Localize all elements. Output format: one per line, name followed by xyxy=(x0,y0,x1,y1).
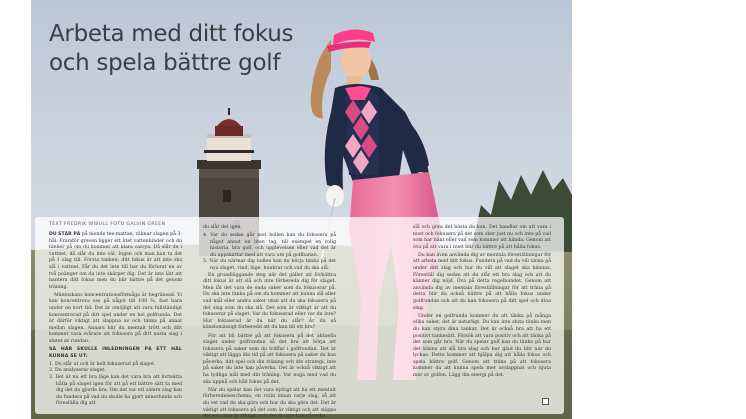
list-item: 5. När du närmar dig bollen kan du börja tänka på det nya slaget, vind, läge, bunkrar och vad du ska slå. xyxy=(203,259,336,272)
list-item: 4. Var du sedan går mot bollen kan du fokusera på något annat en liten tag, till exempel en rolig historia, bra golf, och upplevelsen eller vad det är du uppskattar med att vara ute på golfbanan. xyxy=(203,233,336,258)
body-paragraph: du slår det igen. xyxy=(203,225,242,230)
headline-line-1: Arbeta med ditt fokus xyxy=(49,21,294,47)
body-paragraph: När du spelar kan det vara nyttigt att ha ett mentalt förberedelseschema, en rutin innan varje slag, så att du vet vad du ska göra och hur du ska göra det. Det är viktigt att fokusera på det som är viktigt och att släppa det som inte är viktigt, och det du inte kan påverka. xyxy=(203,387,336,419)
list-item: 1. Du slår ut och är helt fokuserad på slaget. xyxy=(49,361,156,367)
subheading: SÅ HÄR SKULLE INLEDNINGEN PÅ ETT HÅL KUNNA SE UT: xyxy=(49,347,182,359)
body-paragraph: För att bli bättre på att fokusera på det aktuella slaget under golfrundan så det bra att börja att fokusera på saker som du träffar i golfrundan. Det är viktigt att lägga din tid på att fokusera på saker du kan påverka, ditt spel och din träning och din strategi, inte på saker du inte kan påverka. Det är också viktigt att ha tydliga mål med din träning. Var noga med vad du ska uppnå och håll fokus på det. xyxy=(203,333,336,385)
article-end-mark-icon xyxy=(542,398,549,405)
body-paragraph: En grundläggande steg när det gäller att förbättra ditt fokus är att slå och inte förbereda dig för slaget. Men låt det vara de enda saker som du fokuserar på. Du ska inte tänka på om du kommer att kunna slå eller vad mål eller andra saker utan att du ska fokusera på det slag som du ska slå. Det som är viktigt är att du fokuserar på slaget. Var du fokuserad eller var du inte? Hur fokuserad är du när du slår? Är du så känslomässigt förberedd att du kan bli ett bra? xyxy=(203,272,336,331)
body-paragraph: Människans koncentrationsförmåga är begränsad. Vi kan koncentrera oss på något till 100 %, fast bara under en kort tid. Det är omöjligt att vara fullständigt koncentrerad på ditt spel under en hel golfrunda. Det är därför viktigt att slappna av och tänka på annat mellan slagen. Annars blir du mentalt trött och ditt kommer vara svårare att fokusera på ditt nästa slag i slutet av rundan. xyxy=(49,292,182,344)
byline: TEXT FREDRIK WIBULL FOTO GALVIN GREEN xyxy=(49,222,166,227)
list-item: 2. Du analyserar slaget. xyxy=(49,368,106,374)
body-paragraph: slå och göra det bästa du kan. Det handlar om att vara i nuet och fokusera på det som sker just nu och inte på vad som har hänt eller vad som kommer att hända. Genom att öva på att vara i nuet blir du bättre på att hålla fokus. xyxy=(413,225,551,250)
magazine-spread xyxy=(31,0,572,419)
headline-line-2: och spela bättre golf xyxy=(49,50,281,76)
headline xyxy=(49,20,293,78)
intro-lead: DU STÅR PÅ xyxy=(49,232,81,237)
intro-paragraph xyxy=(49,232,182,291)
article-column-1 xyxy=(49,232,182,408)
intro-text: på nionde tee-mattan, räknar slagen på 3-hål. Framför greven ligger ett litet vattenhinder och du tänker på om du kommer att klara carryn. Då slår du i vattnet, då slår du inte väl. Ingen och man kan ta det på 1 slag till. Första tanken: ditt fokus är att inte ska slå i vattnet. Får du det inte till har du förlorat en av två poänger om du inte skärper dig. Det är inte lätt att hantera ditt fokus men du blir bättre på det genom träning. xyxy=(49,232,183,290)
body-paragraph: Du kan även använda dig av mentala föreställningar för att arbeta med ditt fokus. Fundera på vad du vill tänka på under ditt slag och hur du vill att slaget ska kännas. Föreställ dig sedan att du slår ett bra slag och att du känner dig nöjd. Öva på detta regelbundet. Genom att använda dig av mentala föreställningar för att träna på detta blir du också bättre på att hålla fokus under golfrundan och att du kan fokusera på ditt spel och dina slag. xyxy=(413,252,551,311)
list-item: 3. Det är nu ett bra läge kan det vara bra att fortsätta hålla på slaget igen för att på ett bättre sätt ta med dig det du gjorde bra. Om det var ett sämre slag kan du fundera på vad du skulle ha gjort annorlunda och föreställa dig att xyxy=(49,374,182,407)
article-column-3 xyxy=(413,225,551,381)
body-paragraph: Under en golfrunda kommer du att tänka på många olika saker, det är naturligt. Du kan inte sluta tänka men du kan styra dina tankar. Det är också bra att ha ett positivt tankesätt. Försök att vara positiv och att tänka på det som går bra. När du spelar golf kan du tänka på hur det känns att slå bra slag och hur glad du blir när du lyckas. Detta kommer att hjälpa dig att hålla fokus och spela bättre golf. Genom att träna på att fokusera kommer du att kunna spela mer avslappnat och njuta mer av golfen. Lägg din energi på det. xyxy=(413,313,551,379)
article-column-2 xyxy=(203,225,336,419)
